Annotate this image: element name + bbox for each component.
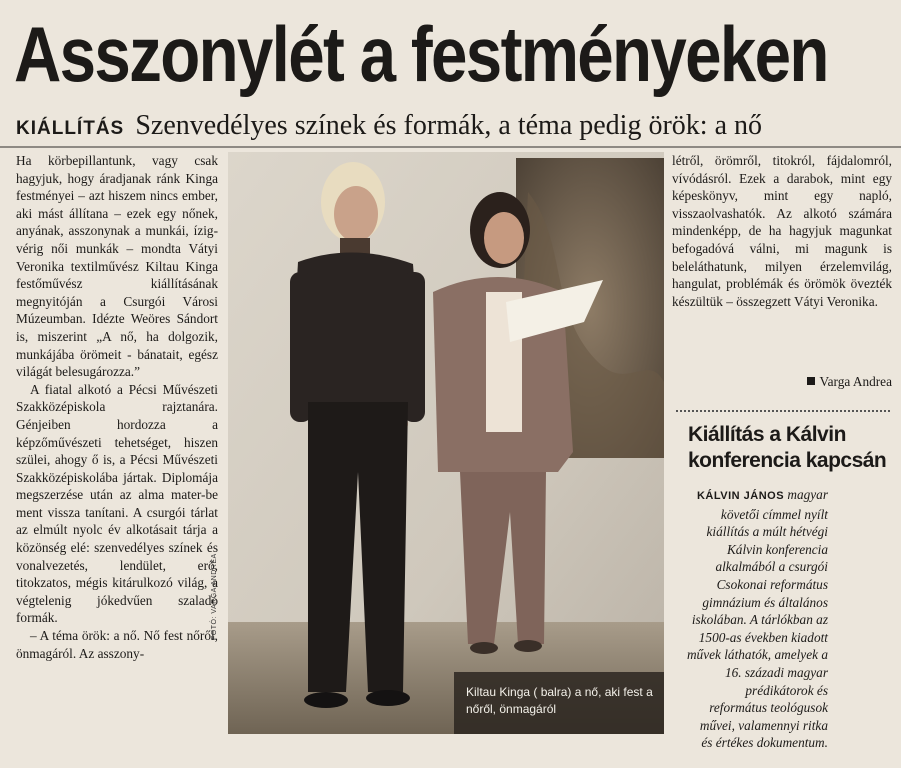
paragraph: létről, örömről, titokról, fájdalomról, vívódásról. Ezek a darabok, mint egy képeskönyv, mint egy napló, visszaolvashatók. Az alkotó számára mindenképp, de ha hagyjuk magunkat befogadóvá válni, mi magunk is beleláthatunk, milyen érzelemvilág, hangulat, problémák és örömök övezték készültük – összegzett Vátyi Veronika.: [672, 153, 892, 309]
sidebar-title: Kiállítás a Kálvin konferencia kapcsán: [688, 423, 887, 472]
sidebar-lead: KÁLVIN JÁNOS: [696, 490, 785, 502]
photo-illustration: [228, 152, 664, 734]
sidebar-separator: [676, 410, 890, 412]
article-column-left: [16, 152, 218, 762]
kicker-label: KIÁLLÍTÁS: [16, 118, 125, 139]
square-bullet-icon: [807, 377, 815, 385]
article-photo: [228, 152, 664, 734]
paragraph: Ha körbepillantunk, vagy csak hagyjuk, hogy áradjanak ránk Kinga festményei – azt hiszem nincs ember, aki mást állítana – ezek egy nőnek, anyának, asszonynak a munkái, ízig-vérig női munkák – mondta Vátyi Veronika textilművész Kiltau Kinga festőművész kiállításának megnyitóján a Csurgói Városi Múzeumban. Idézte Weöres Sándort is, miszerint „A nő, ha dolgozik, munkájába örömeit - bánatait, egész világát belesugározza.”: [16, 153, 218, 380]
kicker: [16, 110, 896, 144]
paragraph: A fiatal alkotó a Pécsi Művészeti Szakközépiskola rajztanára. Génjeiben hordozza a képzőművészeti tehetséget, hiszen szülei, ahogy ő is, a Pécsi Művészeti Szakközépiskolába jártak. Diplomája megszerzése után az alma mater-be ment vissza tanítani. A csurgói tárlat az elmúlt nyolc év alkotásait tárja a közönség elé: szenvedélyes színek és vonalvezetés, lendület, erő, titokzatos, mégis kitárulkozó világ, a végtelenig jókedvűen szaladó formák.: [16, 381, 218, 626]
headline: Asszonylét a festményeken: [14, 10, 828, 98]
kicker-subtitle: Szenvedélyes színek és formák, a téma pedig örök: a nő: [135, 110, 762, 141]
photo-credit: FOTÓ: VARGA ANDREA: [211, 553, 218, 640]
header-rule: [0, 146, 901, 148]
byline: [672, 374, 892, 394]
sidebar-body: magyar követői címmel nyílt kiállítás a múlt hétvégi Kálvin konferencia alkalmából a csurgói Csokonai református gimnázium és általános iskolában. A tárlókban az 1500-as években kiadott művek láthatók, amelyek a 16. századi magyar prédikátorok és református teológusok művei, valamennyi ritka és értékes dokumentum.: [686, 487, 828, 751]
sidebar-text: [686, 486, 828, 751]
paragraph: – A téma örök: a nő. Nő fest nőről, önmagáról. Az asszony-: [16, 628, 218, 661]
byline-author: Varga Andrea: [819, 374, 892, 389]
photo-caption: Kiltau Kinga ( balra) a nő, aki fest a nőről, önmagáról: [466, 685, 653, 716]
article-column-right: [672, 152, 892, 367]
